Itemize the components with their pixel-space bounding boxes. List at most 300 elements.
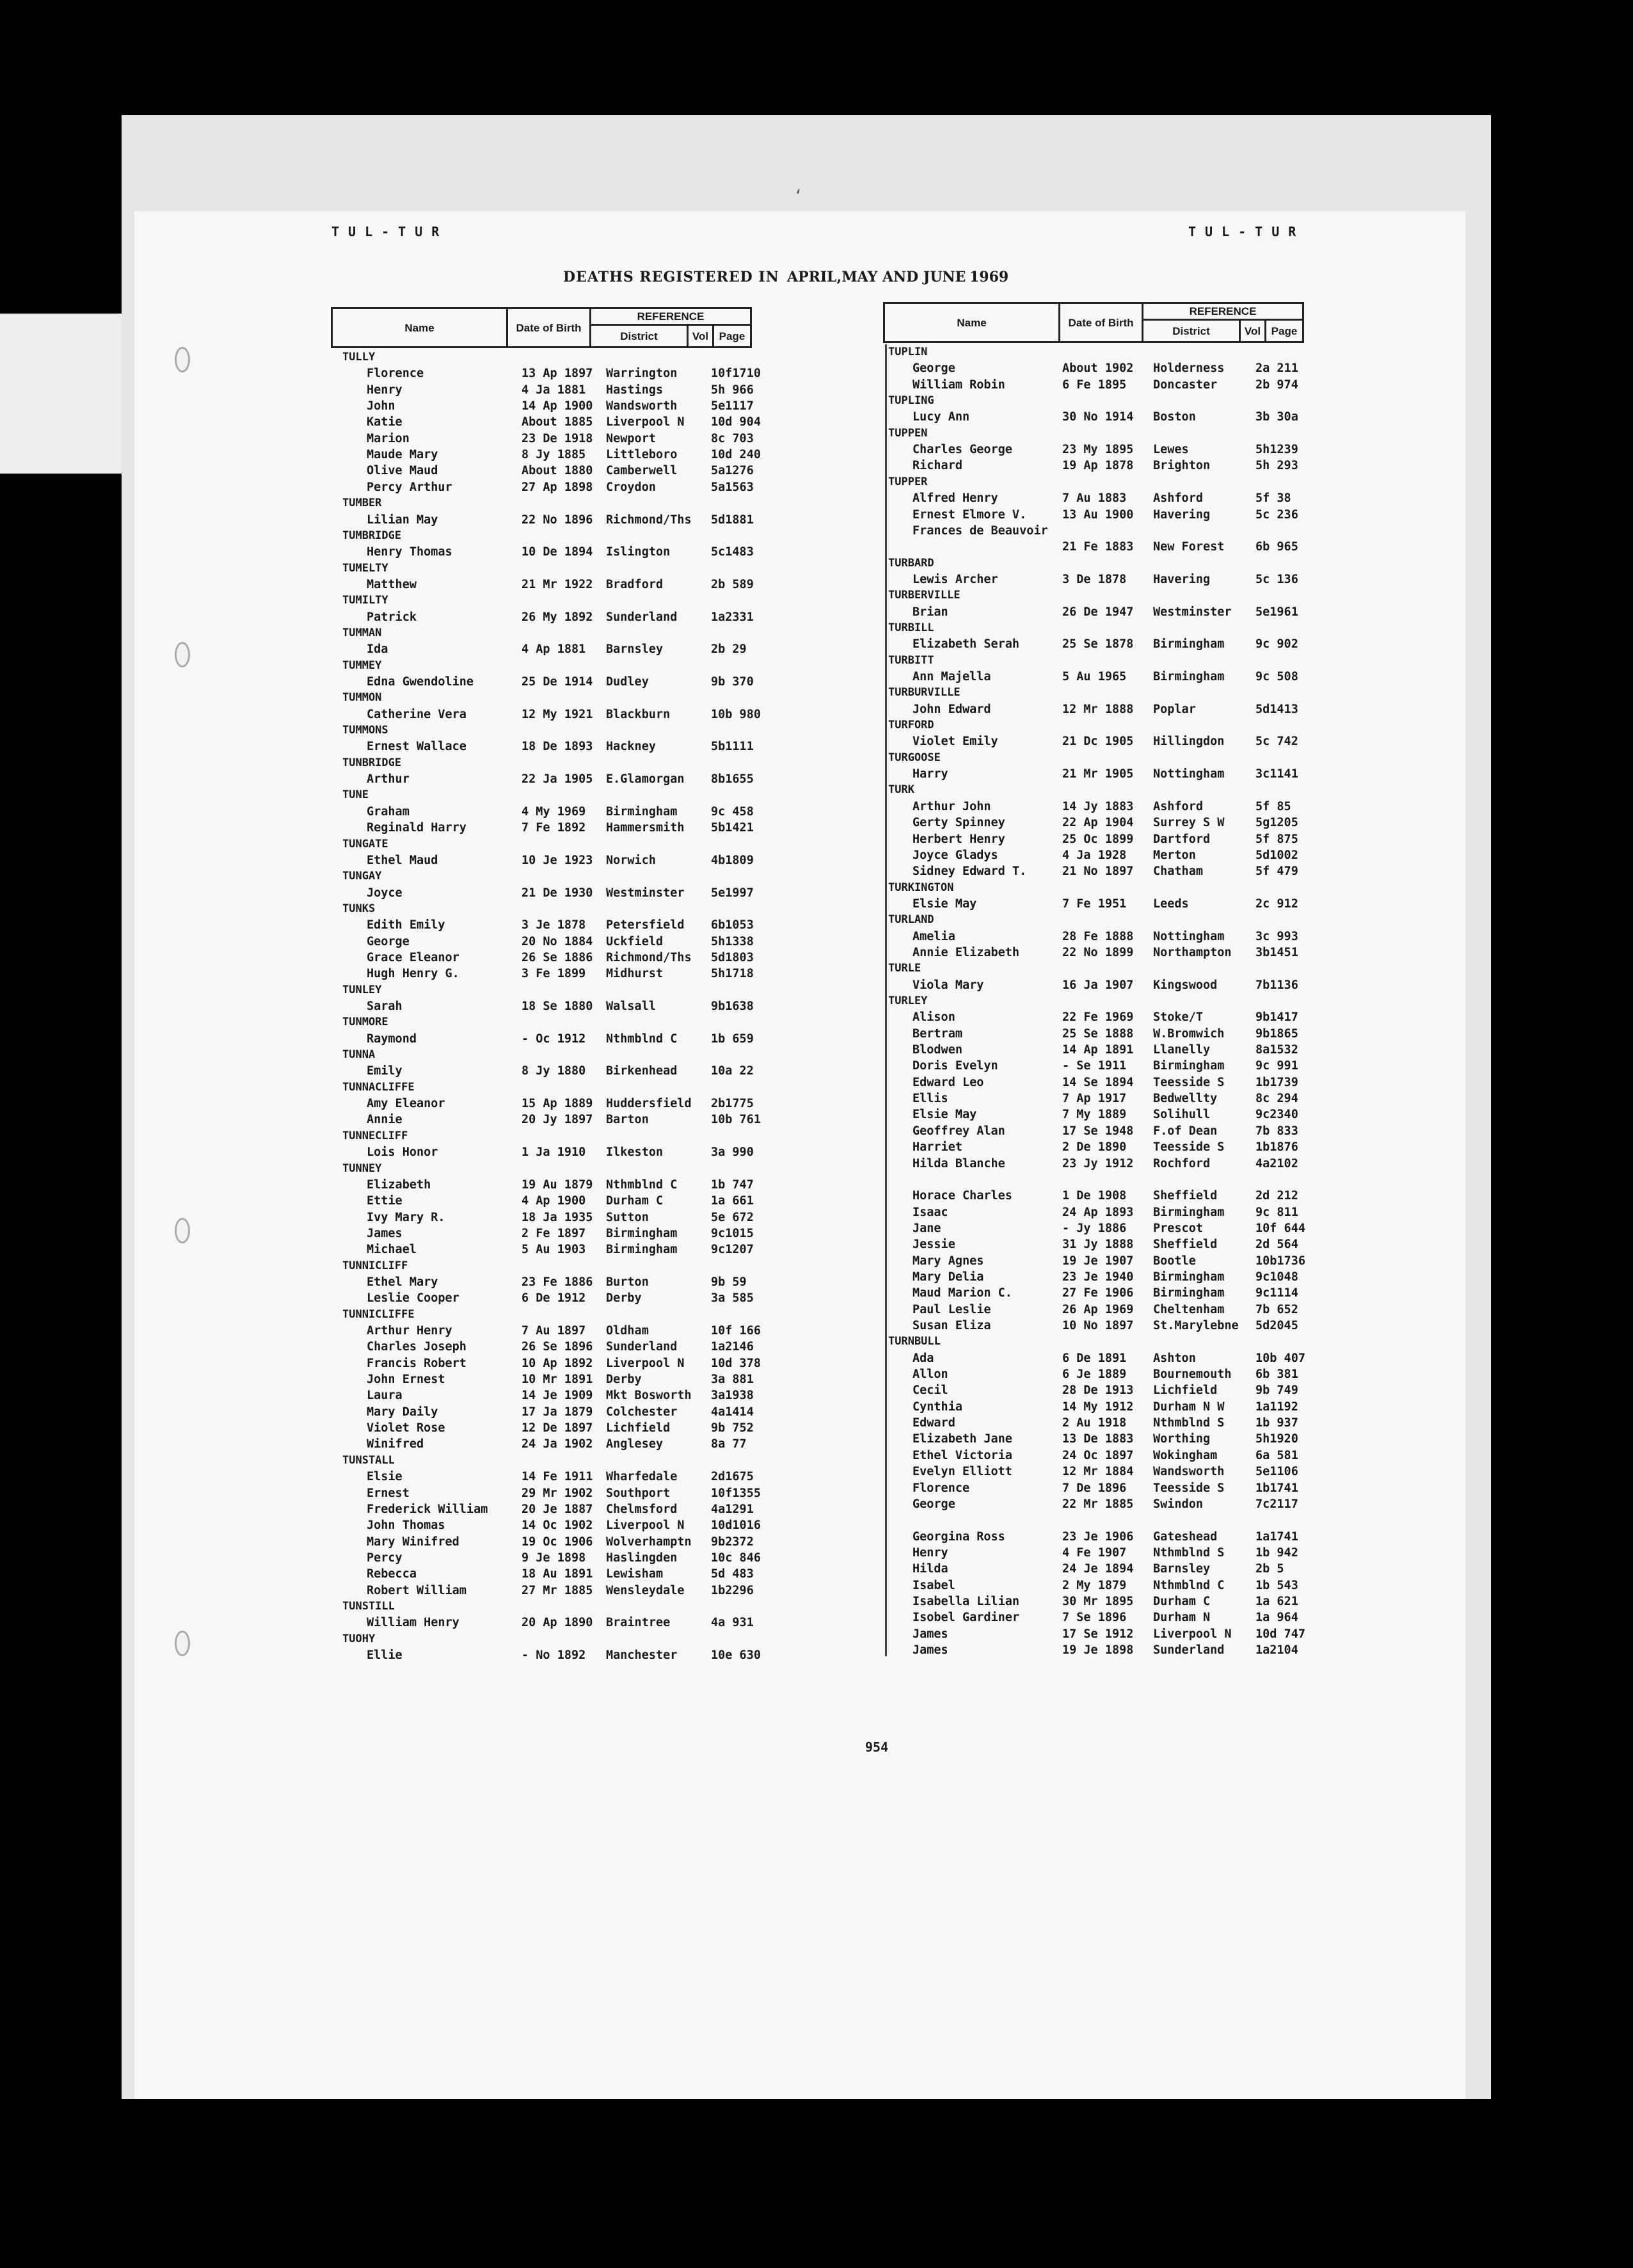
surname-heading: TUNNICLIFFE: [342, 1307, 415, 1321]
district-text: St.Marylebne: [1153, 1319, 1239, 1332]
left-corner-code: TUL-TUR: [331, 224, 449, 239]
register-entry-row: [342, 1404, 758, 1420]
district-text: Richmond/Ths: [606, 513, 692, 527]
register-entry-row: [888, 1042, 1310, 1058]
register-entry-row: [888, 1399, 1310, 1415]
vol-page-reference-text: 1b 747: [711, 1178, 754, 1192]
date-of-birth-text: 3 De 1878: [1062, 572, 1127, 586]
forename-text: Brian: [912, 605, 948, 619]
register-entry-row: [342, 1112, 761, 1128]
surname-heading: TUMBRIDGE: [342, 529, 402, 542]
register-entry-row: [342, 1177, 758, 1193]
forename-text: Paul Leslie: [912, 1302, 991, 1316]
date-of-birth-text: 14 Oc 1902: [522, 1519, 593, 1533]
date-of-birth-text: 26 De 1947: [1062, 605, 1134, 619]
surname-heading: TUMMON: [342, 691, 382, 705]
date-of-birth-text: 2 De 1890: [1062, 1140, 1127, 1154]
register-entry-row: [888, 1204, 1310, 1220]
forename-text: Georgina Ross: [912, 1529, 1005, 1544]
forename-text: George: [912, 1497, 955, 1511]
forename-text: William Henry: [367, 1616, 459, 1630]
surname-heading-row: [342, 1080, 758, 1096]
register-entry-row: [342, 382, 758, 398]
surname-heading: TURKINGTON: [888, 881, 954, 894]
vol-page-reference-text: 10b 407: [1255, 1351, 1305, 1365]
surname-heading: TUNE: [342, 788, 369, 802]
district-text: Sheffield: [1153, 1189, 1218, 1203]
vol-page-reference-text: 10e 630: [711, 1649, 761, 1662]
date-of-birth-text: 4 Ja 1881: [522, 383, 586, 397]
vol-page-reference-text: 9c2340: [1255, 1108, 1298, 1122]
district-text: Llanelly: [1153, 1043, 1211, 1057]
forename-text: James: [367, 1226, 402, 1240]
district-text: Gateshead: [1153, 1529, 1218, 1544]
register-entry-row: [342, 1583, 758, 1599]
surname-heading: TUNNECLIFF: [342, 1129, 408, 1142]
forename-text: Harry: [912, 767, 948, 781]
district-text: Wandsworth: [606, 399, 678, 413]
vol-page-reference-text: 5a1563: [711, 480, 754, 494]
date-of-birth-text: 14 Je 1909: [522, 1389, 593, 1403]
header-district: District: [1143, 321, 1241, 341]
date-of-birth-text: 17 Ja 1879: [522, 1405, 593, 1419]
vol-page-reference-text: 6a 581: [1255, 1448, 1298, 1462]
vol-page-reference-text: 9c1207: [711, 1243, 754, 1257]
header-reference: REFERENCE: [1143, 304, 1302, 321]
forename-text: Grace Eleanor: [367, 950, 459, 964]
title-year: 1969: [969, 269, 1009, 285]
date-of-birth-text: 8 Jy 1885: [522, 448, 586, 462]
forename-text: Isobel Gardiner: [912, 1611, 1020, 1625]
district-text: Poplar: [1153, 702, 1196, 716]
register-entry-row: [888, 799, 1310, 815]
date-of-birth-text: 7 Au 1883: [1062, 491, 1127, 506]
surname-heading-row: [888, 426, 1310, 442]
date-of-birth-text: 13 Ap 1897: [522, 367, 593, 381]
surname-heading-row: [342, 1014, 758, 1030]
vol-page-reference-text: 5h1718: [711, 967, 754, 981]
punch-hole: [175, 1631, 190, 1656]
district-text: Nthmblnd C: [1153, 1578, 1225, 1592]
date-of-birth-text: 25 Oc 1899: [1062, 832, 1134, 846]
district-text: Teesside S: [1153, 1481, 1225, 1495]
date-of-birth-text: 12 Mr 1888: [1062, 702, 1134, 716]
date-of-birth-text: 27 Mr 1885: [522, 1583, 593, 1597]
date-of-birth-text: 19 Ap 1878: [1062, 459, 1134, 473]
vol-page-reference-text: 8a 77: [711, 1437, 747, 1451]
surname-heading-row: [888, 912, 1310, 928]
forename-text: Matthew: [367, 577, 417, 591]
register-entry-row: [342, 1647, 761, 1663]
vol-page-reference-text: 1b 659: [711, 1032, 754, 1046]
forename-text: Leslie Cooper: [367, 1291, 459, 1306]
header-vol: Vol: [1241, 321, 1266, 341]
register-entry-row: [888, 442, 1310, 458]
date-of-birth-text: 22 Ja 1905: [522, 772, 593, 787]
vol-page-reference-text: 1a 661: [711, 1194, 754, 1208]
district-text: Hastings: [606, 383, 664, 397]
district-text: Nthmblnd S: [1153, 1416, 1225, 1430]
register-entry-row: [888, 507, 1310, 523]
date-of-birth-text: 1 De 1908: [1062, 1189, 1127, 1203]
district-text: Northampton: [1153, 945, 1232, 959]
register-entry-row: [342, 463, 758, 479]
vol-page-reference-text: 2d1675: [711, 1470, 754, 1484]
surname-heading-row: [888, 653, 1310, 669]
district-text: Teesside S: [1153, 1140, 1225, 1154]
register-entry-row: [888, 1448, 1310, 1464]
register-entry-row: [342, 739, 758, 755]
date-of-birth-text: 19 Oc 1906: [522, 1535, 593, 1549]
date-of-birth-text: 23 De 1918: [522, 431, 593, 445]
surname-heading-row: [888, 474, 1310, 490]
date-of-birth-text: 16 Ja 1907: [1062, 978, 1134, 992]
register-entry-row: [888, 1480, 1310, 1496]
vol-page-reference-text: 3a1938: [711, 1389, 754, 1403]
forename-text: Elizabeth Serah: [912, 637, 1020, 651]
vol-page-reference-text: 9b 59: [711, 1275, 747, 1289]
forename-text: Ernest: [367, 1486, 410, 1500]
register-entry-row: [888, 1009, 1310, 1025]
forename-text: Sidney Edward T.: [912, 865, 1027, 879]
register-entry-row: [888, 733, 1310, 749]
forename-text: Robert William: [367, 1583, 466, 1597]
district-text: Southport: [606, 1486, 671, 1500]
date-of-birth-text: 18 Au 1891: [522, 1567, 593, 1581]
stray-pen-mark: ʻ: [793, 187, 803, 205]
district-text: Birmingham: [1153, 1205, 1225, 1219]
surname-heading-row: [342, 836, 758, 852]
forename-text: Ernest Elmore V.: [912, 507, 1027, 522]
date-of-birth-text: 7 Se 1896: [1062, 1611, 1127, 1625]
forename-text: Evelyn Elliott: [912, 1465, 1012, 1479]
surname-heading: TURLEY: [888, 994, 928, 1007]
date-of-birth-text: 6 Je 1889: [1062, 1368, 1127, 1382]
register-entry-row: [342, 1517, 761, 1533]
forename-text: Joyce: [367, 886, 402, 900]
date-of-birth-text: 8 Jy 1880: [522, 1064, 586, 1078]
vol-page-reference-text: 1a2104: [1255, 1643, 1298, 1657]
district-text: Manchester: [606, 1649, 678, 1662]
forename-text: Mary Delia: [912, 1270, 984, 1284]
forename-text: Cynthia: [912, 1400, 962, 1414]
register-entry-row: [888, 1415, 1310, 1431]
vol-page-reference-text: 1a2331: [711, 610, 754, 624]
forename-text: Elsie: [367, 1470, 402, 1484]
register-entry-row: [888, 945, 1310, 961]
date-of-birth-text: 22 Ap 1904: [1062, 816, 1134, 830]
forename-text: Charles George: [912, 443, 1012, 457]
forename-text: Doris Evelyn: [912, 1059, 998, 1073]
vol-page-reference-text: 7b 833: [1255, 1124, 1298, 1138]
vol-page-reference-text: 1a2146: [711, 1340, 754, 1354]
forename-text: Elsie May: [912, 1108, 977, 1122]
scanner-edge-strip: [0, 314, 122, 474]
register-entry-row: [342, 804, 758, 820]
district-text: Swindon: [1153, 1497, 1203, 1511]
district-text: Rochford: [1153, 1156, 1211, 1170]
district-text: Barnsley: [1153, 1562, 1211, 1576]
forename-text: Violet Rose: [367, 1421, 445, 1435]
date-of-birth-text: 25 De 1914: [522, 675, 593, 689]
date-of-birth-text: 20 Ap 1890: [522, 1616, 593, 1630]
date-of-birth-text: 3 Je 1878: [522, 918, 586, 932]
date-of-birth-text: 23 Je 1906: [1062, 1529, 1134, 1544]
register-entry-row: [888, 1188, 1310, 1204]
register-entry-row: [888, 1156, 1310, 1172]
header-page: Page: [719, 330, 745, 342]
forename-text: Sarah: [367, 1000, 402, 1013]
date-of-birth-text: 27 Ap 1898: [522, 480, 593, 494]
register-entry-row: [342, 1615, 758, 1631]
district-text: Birmingham: [1153, 670, 1225, 683]
date-of-birth-text: 2 My 1879: [1062, 1578, 1127, 1592]
date-of-birth-text: 26 Se 1896: [522, 1340, 593, 1354]
surname-heading-row: [342, 1599, 758, 1615]
district-text: Bournemouth: [1153, 1368, 1232, 1382]
surname-heading: TUNLEY: [342, 983, 382, 996]
vol-page-reference-text: 5h 293: [1255, 459, 1298, 473]
register-entry-row: [888, 1561, 1310, 1577]
register-entry-row: [888, 929, 1310, 945]
vol-page-reference-text: 3a 585: [711, 1291, 754, 1306]
vol-page-reference-text: 8c 703: [711, 431, 754, 445]
vol-page-reference-text: 5d1803: [711, 950, 754, 964]
date-of-birth-text: 17 Se 1948: [1062, 1124, 1134, 1138]
surname-heading: TUNKS: [342, 902, 376, 915]
surname-heading: TUNBRIDGE: [342, 756, 402, 769]
date-of-birth-text: 4 Ap 1900: [522, 1194, 586, 1208]
district-text: Nthmblnd C: [606, 1032, 678, 1046]
district-text: Birmingham: [1153, 1270, 1225, 1284]
vol-page-reference-text: 2b 589: [711, 577, 754, 591]
district-text: Merton: [1153, 848, 1196, 862]
date-of-birth-text: 24 Ja 1902: [522, 1437, 593, 1451]
vol-page-reference-text: 5d1881: [711, 513, 754, 527]
date-of-birth-text: 31 Jy 1888: [1062, 1238, 1134, 1252]
forename-text: Herbert Henry: [912, 832, 1005, 846]
district-text: Surrey S W: [1153, 816, 1225, 830]
district-text: Birmingham: [1153, 1059, 1225, 1073]
register-entry-row: [888, 1382, 1310, 1398]
forename-text: Laura: [367, 1389, 402, 1403]
surname-heading-row: [888, 750, 1310, 766]
register-entry-row: [888, 896, 1310, 912]
surname-heading: TURLE: [888, 962, 921, 975]
vol-page-reference-text: 9c 991: [1255, 1059, 1298, 1073]
forename-text: William Robin: [912, 378, 1005, 392]
district-text: Sheffield: [1153, 1238, 1218, 1252]
date-of-birth-text: 21 Mr 1922: [522, 577, 593, 591]
district-text: Camberwell: [606, 464, 678, 478]
vol-page-reference-text: 9b 749: [1255, 1384, 1298, 1398]
register-entry-row: [342, 641, 758, 657]
district-text: Durham N W: [1153, 1400, 1225, 1414]
district-text: Warrington: [606, 367, 678, 381]
date-of-birth-text: 6 De 1912: [522, 1291, 586, 1306]
forename-text: George: [912, 362, 955, 376]
date-of-birth-text: 22 Fe 1969: [1062, 1010, 1134, 1025]
vol-page-reference-text: 10d 378: [711, 1356, 761, 1370]
district-text: Leeds: [1153, 897, 1189, 911]
district-text: W.Bromwich: [1153, 1026, 1225, 1041]
date-of-birth-text: 30 Mr 1895: [1062, 1594, 1134, 1608]
forename-text: Isabella Lilian: [912, 1594, 1020, 1608]
forename-text: Ettie: [367, 1194, 402, 1208]
district-text: Holderness: [1153, 362, 1225, 376]
date-of-birth-text: 23 Jy 1912: [1062, 1156, 1134, 1170]
date-of-birth-text: 12 My 1921: [522, 707, 593, 721]
vol-page-reference-text: 5b1421: [711, 821, 754, 835]
district-text: Wandsworth: [1153, 1465, 1225, 1479]
register-entry-row: [888, 1431, 1310, 1447]
header-name: Name: [885, 304, 1060, 341]
forename-text: Frederick William: [367, 1502, 488, 1516]
surname-heading-row: [888, 620, 1310, 636]
forename-text: Ethel Mary: [367, 1275, 438, 1289]
date-of-birth-text: 25 Se 1878: [1062, 637, 1134, 651]
district-text: Kingswood: [1153, 978, 1218, 992]
district-text: Dartford: [1153, 832, 1211, 846]
date-of-birth-text: 21 No 1897: [1062, 865, 1134, 879]
vol-page-reference-text: 1b1739: [1255, 1075, 1298, 1089]
date-of-birth-text: 14 Fe 1911: [522, 1470, 593, 1484]
vol-page-reference-text: 10a 22: [711, 1064, 754, 1078]
vol-page-reference-text: 5h1239: [1255, 443, 1298, 457]
forename-text: Isaac: [912, 1205, 948, 1219]
date-of-birth-text: 2 Fe 1897: [522, 1226, 586, 1240]
register-entry-row: [888, 1626, 1310, 1642]
date-of-birth-text: 18 Ja 1935: [522, 1210, 593, 1224]
surname-heading-row: [342, 723, 758, 739]
surname-heading-row: [342, 787, 758, 803]
date-of-birth-text: 10 Ap 1892: [522, 1356, 593, 1370]
surname-heading: TUPPER: [888, 475, 928, 488]
district-text: Lewes: [1153, 443, 1189, 457]
header-page: Page: [1271, 324, 1298, 337]
district-text: Nthmblnd C: [606, 1178, 678, 1192]
date-of-birth-text: 5 Au 1903: [522, 1243, 586, 1257]
forename-text: John Edward: [912, 702, 991, 716]
surname-heading-row: [342, 593, 758, 609]
vol-page-reference-text: 5c1483: [711, 545, 754, 559]
date-of-birth-text: 4 Ja 1928: [1062, 848, 1127, 862]
forename-text: Lilian May: [367, 513, 438, 527]
surname-heading-row: [342, 868, 758, 884]
vol-page-reference-text: 1b 543: [1255, 1578, 1298, 1592]
register-entry-row: [342, 1323, 761, 1339]
register-entry-row: [342, 447, 761, 463]
register-entry-row: [342, 512, 758, 528]
forename-text: Harriet: [912, 1140, 962, 1154]
district-text: E.Glamorgan: [606, 772, 685, 787]
vol-page-reference-text: 5e1961: [1255, 605, 1298, 619]
date-of-birth-text: About 1885: [522, 415, 593, 429]
forename-text: Rebecca: [367, 1567, 417, 1581]
surname-heading-row: [342, 982, 758, 998]
page-number: 954: [865, 1739, 889, 1755]
district-text: Huddersfield: [606, 1097, 692, 1111]
vol-page-reference-text: 10f1355: [711, 1486, 761, 1500]
surname-heading-row: [342, 1128, 758, 1144]
vol-page-reference-text: 3a 990: [711, 1146, 754, 1160]
vol-page-reference-text: 2c 912: [1255, 897, 1298, 911]
forename-text: Hilda: [912, 1562, 948, 1576]
register-entry-row: [888, 1172, 1310, 1188]
register-entry-row: [888, 1496, 1310, 1512]
date-of-birth-text: 23 Fe 1886: [522, 1275, 593, 1289]
vol-page-reference-text: 1b 937: [1255, 1416, 1298, 1430]
district-text: Birmingham: [606, 1226, 678, 1240]
forename-text: Allon: [912, 1368, 948, 1382]
forename-text: John: [367, 399, 395, 413]
vol-page-reference-text: 7b 652: [1255, 1302, 1298, 1316]
register-entry-row: [888, 863, 1310, 879]
district-text: Birmingham: [606, 1243, 678, 1257]
surname-heading: TURGOOSE: [888, 751, 941, 764]
register-entry-row: [888, 1253, 1310, 1269]
district-text: Norwich: [606, 853, 656, 867]
surname-heading: TUPLIN: [888, 346, 928, 358]
date-of-birth-text: 19 Je 1898: [1062, 1643, 1134, 1657]
surname-heading-row: [342, 1631, 758, 1647]
forename-text: Katie: [367, 415, 402, 429]
vol-page-reference-text: 5e1117: [711, 399, 754, 413]
date-of-birth-text: 24 Je 1894: [1062, 1562, 1134, 1576]
register-entry-row: [888, 1577, 1310, 1593]
vol-page-reference-text: 10d 904: [711, 415, 761, 429]
district-text: Lewisham: [606, 1567, 664, 1581]
vol-page-reference-text: 3c1141: [1255, 767, 1298, 781]
surname-heading-row: [342, 1161, 758, 1177]
vol-page-reference-text: 5g1205: [1255, 816, 1298, 830]
forename-text: Hugh Henry G.: [367, 967, 459, 981]
surname-heading: TURBILL: [888, 621, 934, 634]
vol-page-reference-text: 9b2372: [711, 1535, 754, 1549]
date-of-birth-text: 4 Ap 1881: [522, 643, 586, 657]
forename-text: Isabel: [912, 1578, 955, 1592]
forename-text: Ernest Wallace: [367, 740, 466, 754]
register-entry-row: [342, 479, 758, 495]
forename-text: Michael: [367, 1243, 417, 1257]
forename-text: Hilda Blanche: [912, 1156, 1005, 1170]
date-of-birth-text: - Jy 1886: [1062, 1221, 1127, 1235]
vol-page-reference-text: 10f1710: [711, 367, 761, 381]
column-divider-rule: [885, 344, 887, 1656]
register-entry-row: [342, 1144, 758, 1160]
forename-text: Ada: [912, 1351, 934, 1365]
date-of-birth-text: 9 Je 1898: [522, 1551, 586, 1565]
forename-text: Arthur Henry: [367, 1324, 452, 1338]
date-of-birth-text: 28 De 1913: [1062, 1384, 1134, 1398]
surname-heading: TUNNA: [342, 1048, 376, 1062]
district-text: Ilkeston: [606, 1146, 664, 1160]
date-of-birth-text: About 1902: [1062, 362, 1134, 376]
forename-text: Percy Arthur: [367, 480, 452, 494]
forename-text: Susan Eliza: [912, 1319, 991, 1332]
surname-heading: TUNGAY: [342, 870, 382, 883]
vol-page-reference-text: 4a1414: [711, 1405, 754, 1419]
district-text: Liverpool N: [606, 415, 685, 429]
vol-page-reference-text: 2b1775: [711, 1097, 754, 1111]
date-of-birth-text: 27 Fe 1906: [1062, 1286, 1134, 1300]
district-text: F.of Dean: [1153, 1124, 1218, 1138]
register-entry-row: [888, 766, 1310, 782]
register-entry-row: [342, 771, 758, 787]
surname-heading-row: [342, 901, 758, 917]
register-entry-row: [888, 1318, 1310, 1334]
district-text: Nottingham: [1153, 767, 1225, 781]
